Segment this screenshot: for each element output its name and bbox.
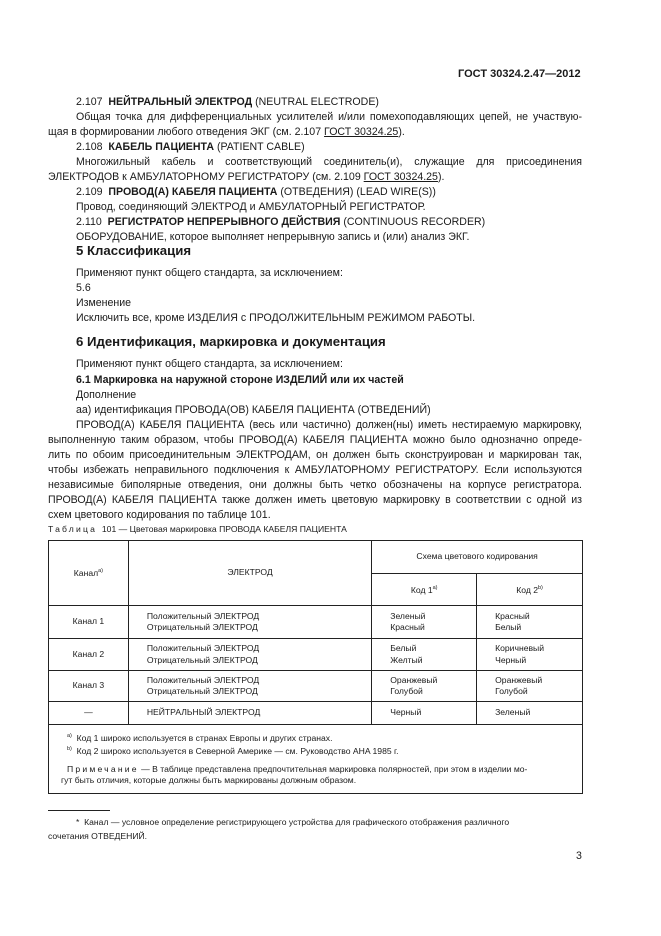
definition-2110-heading bbox=[76, 215, 485, 230]
code-2-cell: Коричневый Черный bbox=[477, 639, 583, 671]
footnote-mark: * bbox=[76, 817, 80, 827]
header-scheme: Схема цветового кодирования bbox=[372, 541, 583, 574]
definition-english: (ОТВЕДЕНИЯ) (LEAD WIRE(S)) bbox=[280, 186, 436, 198]
code-1-cell: Белый Желтый bbox=[372, 639, 477, 671]
footnote-line2: сочетания ОТВЕДЕНИЙ. bbox=[48, 831, 148, 841]
definition-2110-line1: ОБОРУДОВАНИЕ, которое выполняет непрерывную запись и (или) анализ ЭКГ. bbox=[76, 231, 470, 243]
definition-2108-line1: Многожильный кабель и соответствующий соединитель(и), служащие для присоединения bbox=[76, 156, 582, 168]
definition-english: (CONTINUOUS RECORDER) bbox=[343, 216, 486, 228]
definition-english: (NEUTRAL ELECTRODE) bbox=[255, 96, 379, 108]
table-caption-text: 101 — Цветовая маркировка ПРОВОДА КАБЕЛЯ ПАЦИЕНТА bbox=[101, 524, 347, 534]
section-6-title: 6 Идентификация, маркировка и документация bbox=[76, 334, 386, 349]
definition-2107-line1: Общая точка для дифференциальных усилителей и/или помехоподавляющих цепей, не участвую- bbox=[76, 111, 582, 123]
code-1-cell: Зеленый Красный bbox=[372, 606, 477, 639]
table-row bbox=[49, 606, 583, 639]
page-number: 3 bbox=[576, 850, 582, 862]
section-5-intro: Применяют пункт общего стандарта, за исключением: bbox=[76, 267, 343, 279]
section-6-para-line: выполненную таким образом, чтобы ПРОВОД(А) КАБЕЛЯ ПАЦИЕНТА можно было однозначно опреде- bbox=[48, 434, 582, 446]
definition-term: ПРОВОД(А) КАБЕЛЯ ПАЦИЕНТА bbox=[108, 186, 278, 198]
definition-number: 2.110 bbox=[76, 216, 102, 228]
table-remark-line2: гут быть отличия, которые должны быть маркированы должным образом. bbox=[61, 775, 357, 786]
definition-term: КАБЕЛЬ ПАЦИЕНТА bbox=[108, 141, 214, 153]
electrode-cell: Положительный ЭЛЕКТРОД Отрицательный ЭЛЕКТРОД bbox=[128, 606, 371, 639]
table-header-row bbox=[49, 541, 583, 574]
header-channel: Канал$^{a)}$ bbox=[49, 541, 129, 606]
table-notes bbox=[49, 725, 583, 794]
definition-2108-heading bbox=[76, 140, 305, 155]
section-5-clause: 5.6 bbox=[76, 282, 91, 294]
section-6-para-line: схем цветового кодирования по таблице 101. bbox=[48, 509, 271, 521]
definition-2107-line2: щая в формировании любого отведения ЭКГ (см. 2.107 ГОСТ 30324.25). bbox=[48, 126, 405, 138]
channel-cell: Канал 1 bbox=[49, 606, 129, 639]
electrode-cell: НЕЙТРАЛЬНЫЙ ЭЛЕКТРОД bbox=[128, 702, 371, 725]
section-6-para-line: ПРОВОД(А) КАБЕЛЯ ПАЦИЕНТА также должен иметь цветовую маркировку в соответствии с одной из bbox=[48, 494, 582, 506]
section-6-para-line: ПРОВОД(А) КАБЕЛЯ ПАЦИЕНТА (весь или частично) должен(ны) иметь нестираемую маркировку, bbox=[76, 419, 582, 431]
header-code-1: Код 1$^{a)}$ bbox=[372, 574, 477, 606]
document-number: ГОСТ 30324.2.47—2012 bbox=[458, 68, 581, 80]
definition-term: РЕГИСТРАТОР НЕПРЕРЫВНОГО ДЕЙСТВИЯ bbox=[107, 216, 341, 228]
definition-term: НЕЙТРАЛЬНЫЙ ЭЛЕКТРОД bbox=[108, 96, 253, 108]
electrode-cell: Положительный ЭЛЕКТРОД Отрицательный ЭЛЕКТРОД bbox=[128, 639, 371, 671]
section-6-para-line: независимые биполярные отведения, они должны быть четко обозначены на корпусе регистратора. bbox=[48, 479, 582, 491]
color-coding-table bbox=[48, 540, 583, 794]
definition-number: 2.109 bbox=[76, 186, 103, 198]
code-1-cell: Черный bbox=[372, 702, 477, 725]
definition-2108-line2: ЭЛЕКТРОДОВ к АМБУЛАТОРНОМУ РЕГИСТРАТОРУ (см. 2.109 ГОСТ 30324.25). bbox=[48, 171, 445, 183]
definition-2109-heading bbox=[76, 185, 436, 200]
table-caption bbox=[48, 524, 347, 534]
footnote-mark: b) bbox=[538, 584, 543, 591]
code-2-cell: Зеленый bbox=[477, 702, 583, 725]
table-row-neutral bbox=[49, 702, 583, 725]
table-row bbox=[49, 671, 583, 702]
section-5-change-text: Исключить все, кроме ИЗДЕЛИЯ с ПРОДОЛЖИТЕЛЬНЫМ РЕЖИМОМ РАБОТЫ. bbox=[76, 312, 476, 324]
definition-number: 2.107 bbox=[76, 96, 103, 108]
section-5-title: 5 Классификация bbox=[76, 243, 192, 258]
table-remark-line1: Примечание — В таблице представлена предпочтительная маркировка полярностей, при этом в изделии мо- bbox=[67, 763, 528, 774]
footnote-mark: a) bbox=[432, 584, 438, 591]
definition-2107-heading bbox=[76, 95, 379, 110]
section-6-intro: Применяют пункт общего стандарта, за исключением: bbox=[76, 358, 343, 370]
section-6-addition-label: Дополнение bbox=[76, 389, 137, 401]
subsection-6-1-title: 6.1 Маркировка на наружной стороне ИЗДЕЛИЙ или их частей bbox=[76, 374, 404, 386]
header-code-2: Код 2$^{b)}$ bbox=[477, 574, 583, 606]
channel-cell: Канал 3 bbox=[49, 671, 129, 702]
table-note-a: $^{a)}$ Код 1 широко используется в странах Европы и других странах. bbox=[67, 732, 333, 743]
channel-cell: Канал 2 bbox=[49, 639, 129, 671]
table-notes-row bbox=[49, 725, 583, 794]
section-6-item-aa: аа) идентификация ПРОВОДА(ОВ) КАБЕЛЯ ПАЦИЕНТА (ОТВЕДЕНИЙ) bbox=[76, 404, 431, 416]
footnote-divider bbox=[48, 810, 110, 811]
code-2-cell: Красный Белый bbox=[477, 606, 583, 639]
definition-2109-line1: Провод, соединяющий ЭЛЕКТРОД и АМБУЛАТОРНЫЙ РЕГИСТРАТОР. bbox=[76, 201, 426, 213]
gost-reference-link[interactable]: ГОСТ 30324.25 bbox=[363, 171, 438, 183]
section-6-para-line: чтобы избежать неправильного подключения к АМБУЛАТОРНОМУ РЕГИСТРАТОРУ. Если используются bbox=[48, 464, 582, 476]
code-1-cell: Оранжевый Голубой bbox=[372, 671, 477, 702]
header-electrode: ЭЛЕКТРОД bbox=[128, 541, 371, 606]
table-row bbox=[49, 639, 583, 671]
table-note-b: $^{b)}$ Код 2 широко используется в Северной Америке — см. Руководство AHA 1985 г. bbox=[67, 746, 399, 757]
electrode-cell: Положительный ЭЛЕКТРОД Отрицательный ЭЛЕКТРОД bbox=[128, 671, 371, 702]
table-caption-label: Таблица bbox=[48, 524, 98, 534]
definition-number: 2.108 bbox=[76, 141, 103, 153]
footnote-mark: a) bbox=[98, 568, 104, 575]
code-2-cell: Оранжевый Голубой bbox=[477, 671, 583, 702]
definition-english: (PATIENT CABLE) bbox=[216, 141, 305, 153]
section-5-change-label: Изменение bbox=[76, 297, 132, 309]
channel-cell: — bbox=[49, 702, 129, 725]
gost-reference-link[interactable]: ГОСТ 30324.25 bbox=[324, 126, 399, 138]
section-6-para-line: лить по обоим присоединительным ЭЛЕКТРОДАМ, он должен быть сконструирован и маркирован так, bbox=[48, 449, 582, 461]
footnote-line1: * Канал — условное определение регистрирующего устройства для графического отображения различного bbox=[76, 817, 510, 827]
